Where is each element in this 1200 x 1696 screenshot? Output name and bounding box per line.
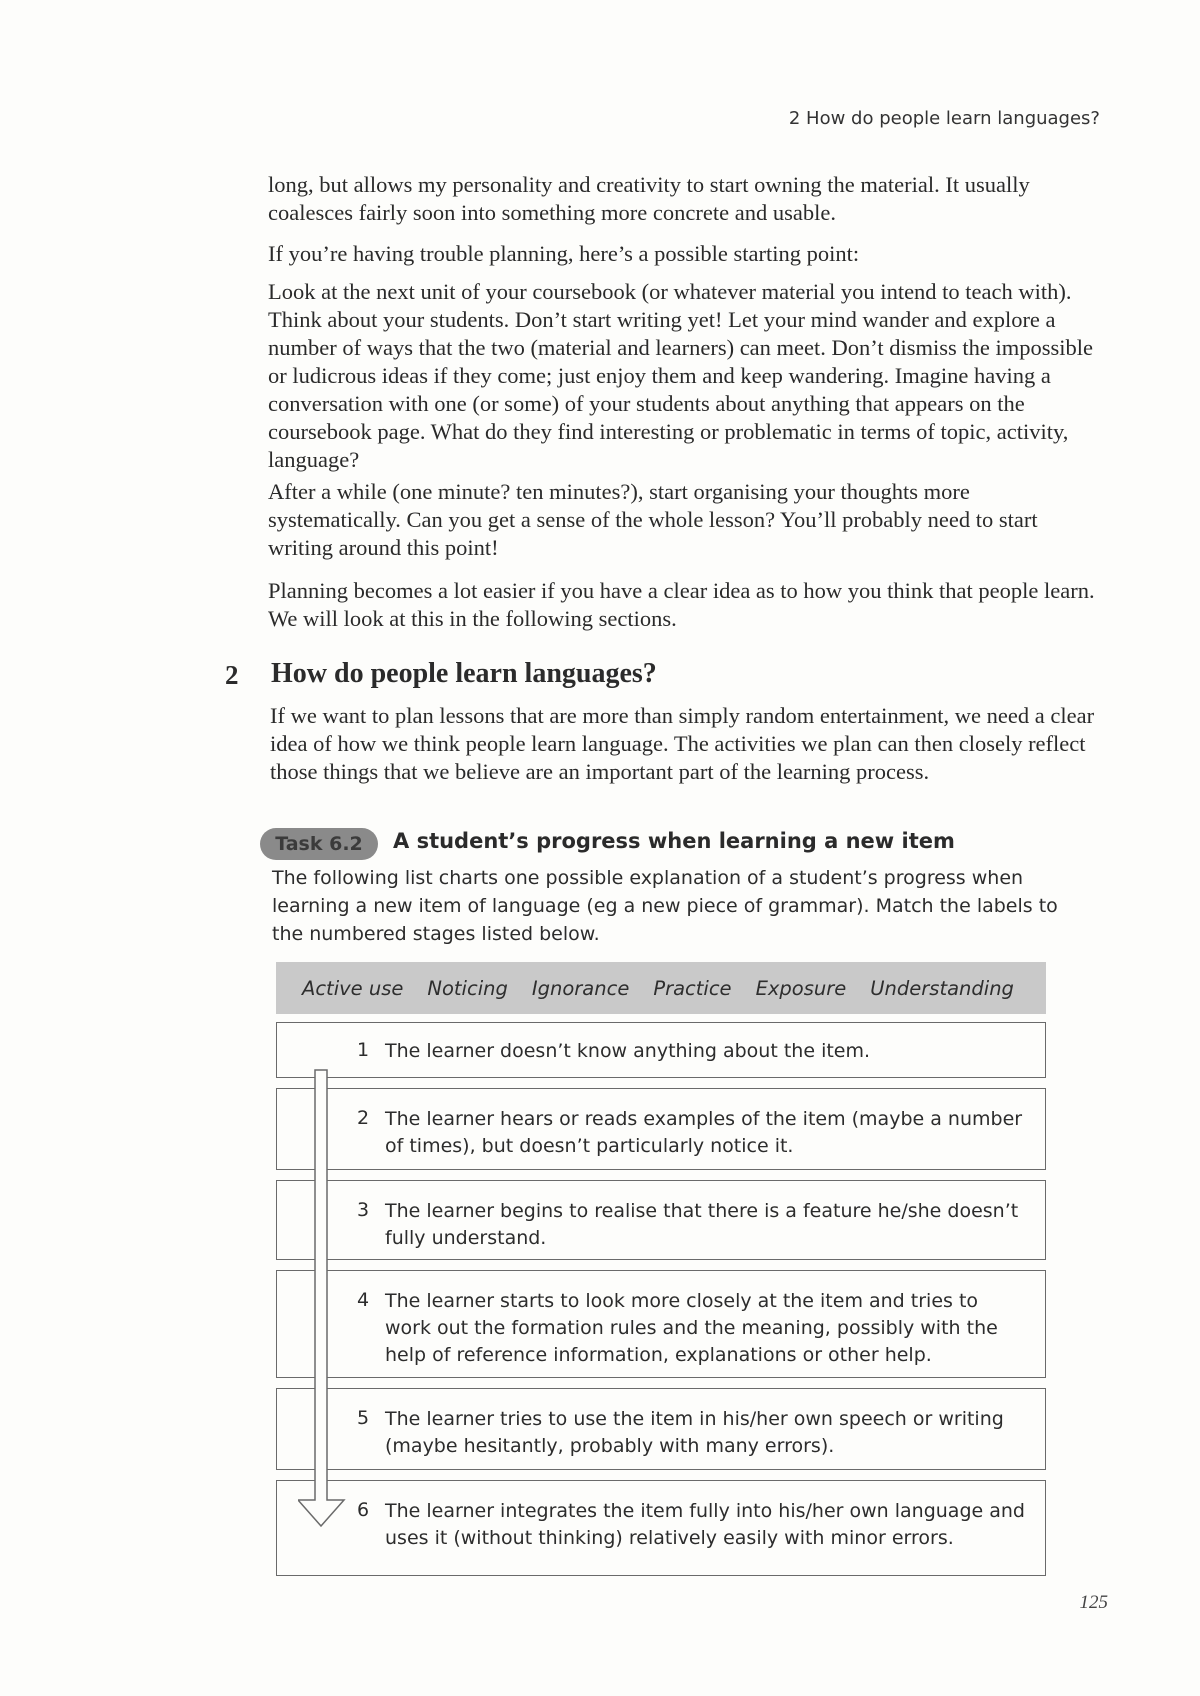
body-paragraph: Planning becomes a lot easier if you have a clear idea as to how you think that people learn. We will look at this in the following sections. (268, 578, 1095, 631)
stage-3 (276, 1180, 1046, 1260)
stage-text: The learner begins to realise that there is a feature he/she doesn’t fully understand. (385, 1200, 1019, 1249)
down-arrow-icon (298, 1068, 358, 1548)
stage-text: The learner doesn’t know anything about the item. (385, 1040, 871, 1062)
label-practice: Practice (653, 976, 732, 1000)
body-paragraph: long, but allows my personality and creativity to start owning the material. It usually coalesces fairly soon into something more concrete and usable. (268, 172, 1030, 225)
section-number: 2 (225, 660, 239, 690)
stage-number: 1 (357, 1039, 370, 1061)
label-active-use: Active use (302, 976, 404, 1000)
stage-text: The learner tries to use the item in his/her own speech or writing (maybe hesitantly, probably with many errors). (385, 1408, 1004, 1457)
label-ignorance: Ignorance (531, 976, 630, 1000)
stage-text: The learner hears or reads examples of the item (maybe a number of times), but doesn’t particularly notice it. (385, 1108, 1023, 1157)
stage-number: 3 (357, 1199, 370, 1221)
section-body: If we want to plan lessons that are more than simply random entertainment, we need a clear idea of how we think people learn language. The activities we plan can then closely reflect those things that we believe are an important part of the learning process. (270, 703, 1095, 784)
stage-1 (276, 1022, 1046, 1078)
label-exposure: Exposure (755, 976, 847, 1000)
stage-number: 2 (357, 1107, 370, 1129)
stage-2 (276, 1088, 1046, 1170)
stage-number: 5 (357, 1407, 370, 1429)
body-paragraph: If you’re having trouble planning, here’s a possible starting point: (268, 241, 860, 266)
stage-number: 6 (357, 1499, 370, 1521)
stage-number: 4 (357, 1289, 370, 1311)
section-title: How do people learn languages? (271, 658, 657, 689)
running-head: 2 How do people learn languages? (788, 108, 1100, 129)
stage-text: The learner integrates the item fully into his/her own language and uses it (without thinking) relatively easily with minor errors. (385, 1500, 1025, 1549)
stage-6 (276, 1480, 1046, 1576)
page-number: 125 (1079, 1592, 1108, 1613)
task-title: A student’s progress when learning a new item (393, 829, 955, 853)
task-intro: The following list charts one possible explanation of a student’s progress when learning a new item of language (eg a new piece of grammar). Match the labels to the numbered stages listed below. (272, 867, 1058, 945)
task-badge: Task 6.2 (260, 828, 378, 860)
stage-4 (276, 1270, 1046, 1378)
label-bank (276, 962, 1046, 1014)
label-noticing: Noticing (427, 976, 508, 1000)
label-understanding: Understanding (870, 976, 1014, 1000)
stage-text: The learner starts to look more closely at the item and tries to work out the formation rules and the meaning, possibly with the help of reference information, explanations or other help. (385, 1290, 998, 1366)
body-paragraph: Look at the next unit of your coursebook (or whatever material you intend to teach with). Think about your students. Don’t start writing yet! Let your mind wander and explore a number of ways that the two (material and learners) can meet. Don’t dismiss the impossible or ludicrous ideas if they come; just enjoy them and keep wandering. Imagine having a conversation with one (or some) of your students about anything that appears on the coursebook page. What do they find interesting or problematic in terms of topic, activity, language? (268, 279, 1093, 472)
stage-5 (276, 1388, 1046, 1470)
body-paragraph: After a while (one minute? ten minutes?), start organising your thoughts more systematically. Can you get a sense of the whole lesson? You’ll probably need to start writing around this point! (268, 479, 1038, 560)
